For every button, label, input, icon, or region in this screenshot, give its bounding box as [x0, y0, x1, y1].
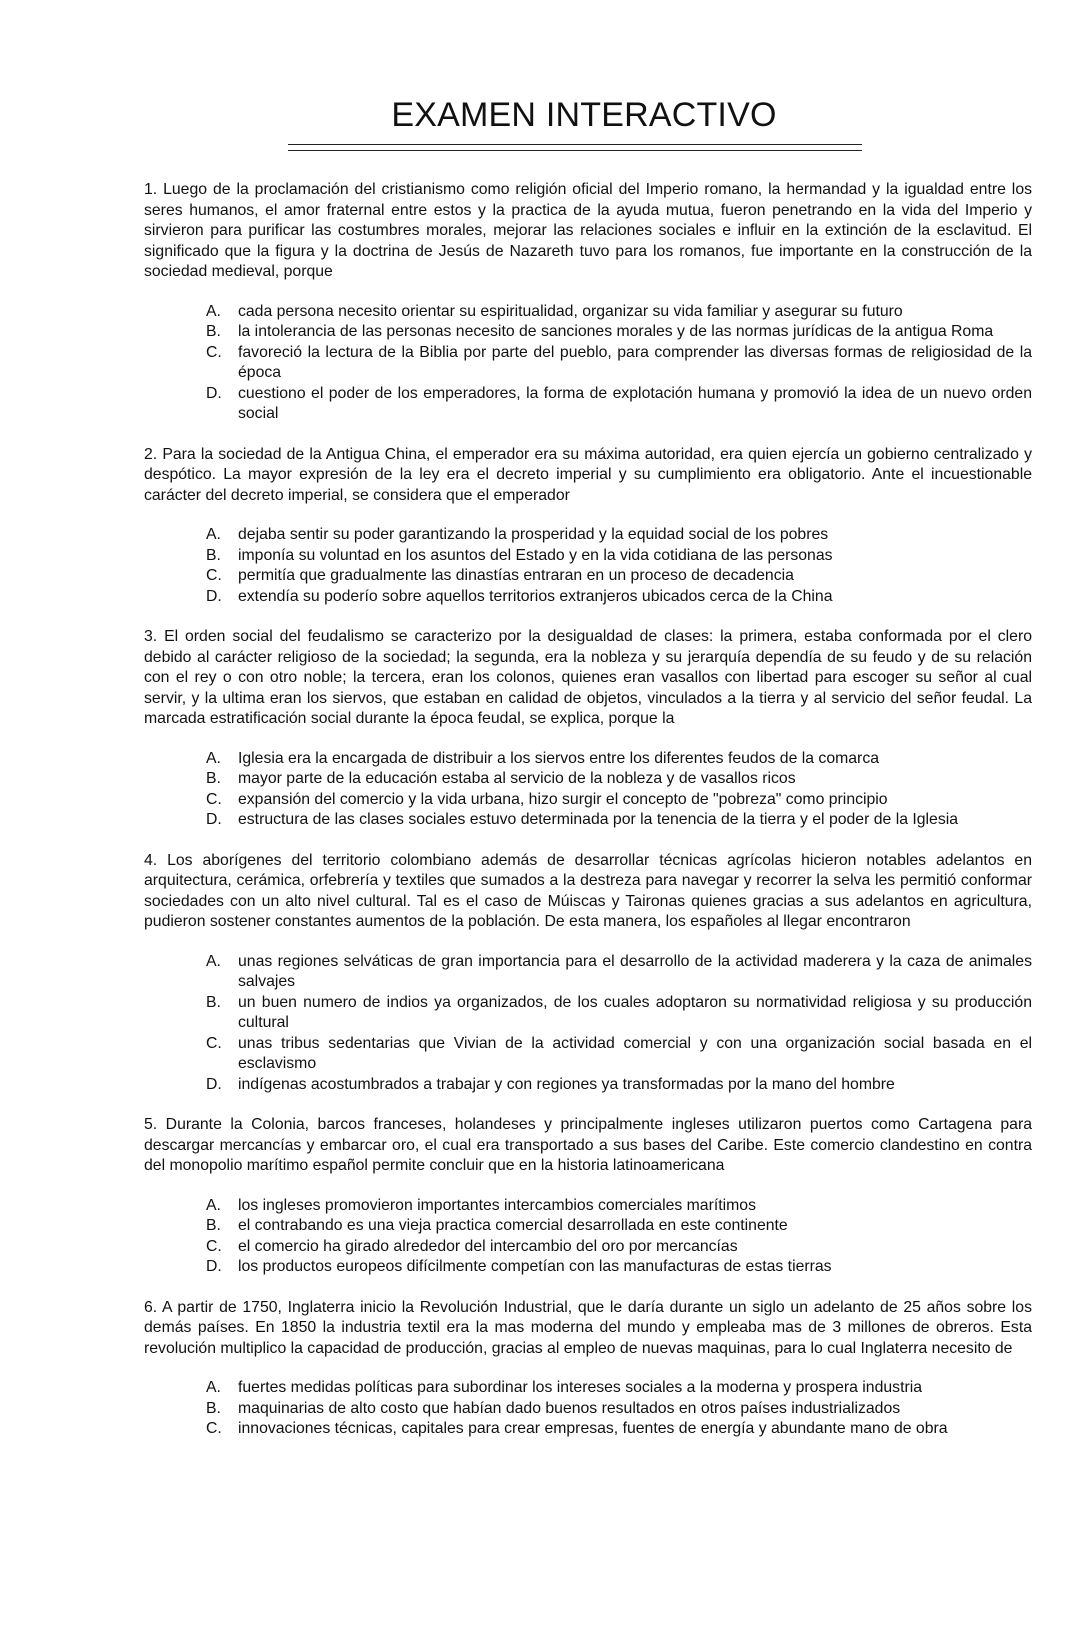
option-letter: B. — [206, 546, 221, 564]
title-divider-bottom — [288, 150, 862, 151]
answer-option-c[interactable] — [144, 566, 1032, 587]
option-text: Iglesia era la encargada de distribuir a los siervos entre los diferentes feudos de la comarca — [238, 749, 880, 767]
answer-options — [144, 952, 1032, 1096]
answer-options — [144, 525, 1032, 607]
answer-option-c[interactable] — [144, 1237, 1032, 1258]
option-text: indígenas acostumbrados a trabajar y con regiones ya transformadas por la mano del hombre — [238, 1075, 895, 1093]
option-text: un buen numero de indios ya organizados, de los cuales adoptaron su normatividad religiosa y su producción cultural — [238, 993, 1032, 1031]
option-letter: C. — [206, 1237, 222, 1255]
option-text: permitía que gradualmente las dinastías entraran en un proceso de decadencia — [238, 567, 794, 584]
option-text: innovaciones técnicas, capitales para crear empresas, fuentes de energía y abundante mano de obra — [238, 1420, 948, 1437]
option-text: favoreció la lectura de la Biblia por parte del pueblo, para comprender las diversas formas de religiosidad de la época — [238, 343, 1032, 381]
question-5 — [144, 1115, 1032, 1278]
option-letter: A. — [206, 749, 221, 767]
option-text: estructura de las clases sociales estuvo determinada por la tenencia de la tierra y el poder de la Iglesia — [238, 811, 959, 828]
answer-options — [144, 1378, 1032, 1440]
option-letter: A. — [206, 1379, 221, 1396]
answer-option-b[interactable] — [144, 993, 1032, 1034]
option-letter: C. — [206, 1420, 222, 1437]
option-letter: C. — [206, 343, 222, 361]
answer-option-c[interactable] — [144, 1419, 1032, 1440]
answer-option-a[interactable] — [144, 1378, 1032, 1399]
question-2 — [144, 445, 1032, 608]
option-text: mayor parte de la educación estaba al servicio de la nobleza y de vasallos ricos — [238, 770, 796, 787]
option-text: cuestiono el poder de los emperadores, la forma de explotación humana y promovió la idea de un nuevo orden social — [238, 384, 1032, 422]
option-text: el comercio ha girado alrededor del intercambio del oro por mercancías — [238, 1237, 738, 1255]
option-text: extendía su poderío sobre aquellos territorios extranjeros ubicados cerca de la China — [238, 587, 833, 605]
option-text: dejaba sentir su poder garantizando la prosperidad y la equidad social de los pobres — [238, 526, 829, 543]
answer-options — [144, 749, 1032, 831]
option-text: expansión del comercio y la vida urbana, hizo surgir el concepto de "pobreza" como principio — [238, 790, 888, 808]
answer-options — [144, 1196, 1032, 1278]
option-letter: D. — [206, 1075, 222, 1093]
question-stem: 4. Los aborígenes del territorio colombiano además de desarrollar técnicas agrícolas hicieron notables adelantos en arquitectura, cerámica, orfebrería y textiles que sumados a la destreza para navegar y recorrer la selva les permitió conformar sociedades con un alto nivel cultural. Tal es el caso de Múiscas y Taironas quienes gracias a sus adelantos en agricultura, pudieron sostener constantes aumentos de la población. De esta manera, los españoles al llegar encontraron — [144, 851, 1032, 930]
option-letter: D. — [206, 384, 222, 402]
option-text: los productos europeos difícilmente competían con las manufacturas de estas tierras — [238, 1258, 832, 1275]
option-letter: A. — [206, 526, 221, 543]
option-letter: C. — [206, 790, 222, 808]
answer-option-a[interactable] — [144, 952, 1032, 993]
answer-option-b[interactable] — [144, 546, 1032, 567]
option-text: los ingleses promovieron importantes intercambios comerciales marítimos — [238, 1196, 756, 1214]
answer-option-c[interactable] — [144, 343, 1032, 384]
answer-option-d[interactable] — [144, 810, 1032, 831]
answer-option-a[interactable] — [144, 749, 1032, 770]
answer-option-b[interactable] — [144, 769, 1032, 790]
answer-option-a[interactable] — [144, 1196, 1032, 1217]
option-letter: C. — [206, 567, 222, 584]
question-stem: 1. Luego de la proclamación del cristianismo como religión oficial del Imperio romano, la hermandad y la igualdad entre los seres humanos, el amor fraternal entre estos y la practica de la ayuda mutua, fueron penetrando en la vida del Imperio y sirvieron para purificar las costumbres morales, mejorar las relaciones sociales e influir en la extinción de la esclavitud. El significado que la figura y la doctrina de Jesús de Nazareth tuvo para los romanos, fue importante en la construcción de la sociedad medieval, porque — [144, 181, 1032, 280]
question-6 — [144, 1298, 1032, 1440]
option-text: unas tribus sedentarias que Vivian de la actividad comercial y con una organización social basada en el esclavismo — [238, 1034, 1032, 1072]
option-letter: B. — [206, 1399, 221, 1417]
option-text: imponía su voluntad en los asuntos del Estado y en la vida cotidiana de las personas — [238, 546, 833, 564]
option-text: fuertes medidas políticas para subordinar los intereses sociales a la moderna y prospera industria — [238, 1379, 923, 1396]
option-text: el contrabando es una vieja practica comercial desarrollada en este continente — [238, 1217, 788, 1234]
option-letter: B. — [206, 993, 221, 1011]
answer-option-c[interactable] — [144, 790, 1032, 811]
question-stem: 5. Durante la Colonia, barcos franceses, holandeses y principalmente ingleses utilizaron puertos como Cartagena para descargar mercancías y embarcar oro, el cual era transportado a sus bases del Caribe. Este comercio clandestino en contra del monopolio marítimo español permite concluir que en la historia latinoamericana — [144, 1116, 1032, 1174]
answer-option-b[interactable] — [144, 322, 1032, 343]
option-letter: B. — [206, 1217, 221, 1234]
answer-option-a[interactable] — [144, 302, 1032, 323]
question-4 — [144, 851, 1032, 1096]
answer-options — [144, 302, 1032, 425]
option-letter: A. — [206, 302, 221, 320]
option-letter: D. — [206, 811, 222, 828]
answer-option-b[interactable] — [144, 1216, 1032, 1237]
answer-option-d[interactable] — [144, 384, 1032, 425]
answer-option-d[interactable] — [144, 1075, 1032, 1096]
answer-option-c[interactable] — [144, 1034, 1032, 1075]
answer-option-b[interactable] — [144, 1399, 1032, 1420]
option-letter: A. — [206, 952, 221, 970]
answer-option-a[interactable] — [144, 525, 1032, 546]
option-letter: B. — [206, 323, 221, 340]
page-title: EXAMEN INTERACTIVO — [391, 96, 777, 134]
option-text: cada persona necesito orientar su espiritualidad, organizar su vida familiar y asegurar su futuro — [238, 302, 903, 320]
questions-list — [144, 180, 1032, 1460]
option-letter: D. — [206, 587, 222, 605]
option-letter: C. — [206, 1034, 222, 1052]
option-text: la intolerancia de las personas necesito de sanciones morales y de las normas jurídicas de la antigua Roma — [238, 323, 994, 340]
question-stem: 6. A partir de 1750, Inglaterra inicio la Revolución Industrial, que le daría durante un siglo un adelanto de 25 años sobre los demás países. En 1850 la industria textil era la mas moderna del mundo y empleaba mas de 3 millones de obreros. Esta revolución multiplico la capacidad de producción, gracias al empleo de nuevas maquinas, para lo cual Inglaterra necesito de — [144, 1298, 1032, 1357]
question-stem: 2. Para la sociedad de la Antigua China, el emperador era su máxima autoridad, era quien ejercía un gobierno centralizado y despótico. La mayor expresión de la ley era el decreto imperial y su cumplimiento era obligatorio. Ante el incuestionable carácter del decreto imperial, se considera que el emperador — [144, 445, 1032, 504]
question-1 — [144, 180, 1032, 425]
option-letter: A. — [206, 1196, 221, 1214]
option-text: maquinarias de alto costo que habían dado buenos resultados en otros países industrializados — [238, 1399, 901, 1417]
option-letter: D. — [206, 1258, 222, 1275]
answer-option-d[interactable] — [144, 587, 1032, 608]
option-letter: B. — [206, 770, 221, 787]
question-3 — [144, 627, 1032, 831]
option-text: unas regiones selváticas de gran importancia para el desarrollo de la actividad maderera y la caza de animales salvajes — [238, 952, 1032, 990]
question-stem: 3. El orden social del feudalismo se caracterizo por la desigualdad de clases: la primera, estaba conformada por el clero debido al carácter religioso de la sociedad; la segunda, era la nobleza y su jerarquía dependía de su feudo y de su relación con el rey o con otro noble; la tercera, eran los colonos, quienes eran vasallos con libertad para escoger su señor al cual servir, y la ultima eran los siervos, que estaban en calidad de objetos, vinculados a la tierra y al servicio del señor feudal. La marcada estratificación social durante la época feudal, se explica, porque la — [144, 628, 1032, 727]
answer-option-d[interactable] — [144, 1257, 1032, 1278]
title-divider-top — [288, 144, 862, 145]
